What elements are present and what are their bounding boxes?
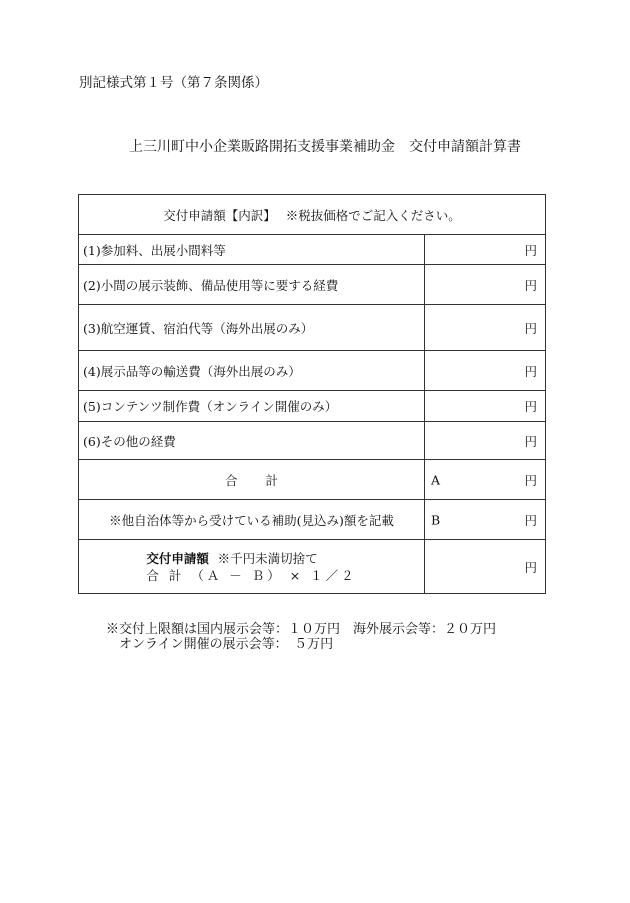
total-prefix: A bbox=[431, 472, 441, 487]
yen-unit: 円 bbox=[524, 277, 537, 293]
yen-unit: 円 bbox=[524, 433, 537, 449]
table-row bbox=[79, 422, 546, 460]
final-note: ※千円未満切捨て bbox=[217, 550, 318, 566]
yen-unit: 円 bbox=[524, 320, 537, 336]
amount-input-cell[interactable] bbox=[425, 305, 546, 351]
item-label-cell: (6)その他の経費 bbox=[79, 422, 425, 460]
yen-unit: 円 bbox=[524, 242, 537, 258]
amount-input-cell[interactable] bbox=[425, 235, 546, 265]
footnote bbox=[106, 622, 496, 652]
yen-unit: 円 bbox=[524, 472, 537, 488]
table-header-row bbox=[79, 195, 546, 235]
yen-unit: 円 bbox=[524, 512, 537, 528]
form-number: 別記様式第１号（第７条関係） bbox=[79, 75, 268, 91]
table-row bbox=[79, 305, 546, 351]
final-formula: 合 計 （Ａ － Ｂ） × １／２ bbox=[146, 567, 357, 583]
item-label-cell: (3)航空運賃、宿泊代等（海外出展のみ） bbox=[79, 305, 425, 351]
amount-input-cell[interactable] bbox=[425, 422, 546, 460]
footnote-line1: ※交付上限額は国内展示会等：１０万円 海外展示会等：２０万円 bbox=[106, 622, 497, 637]
calculation-table bbox=[78, 194, 546, 594]
table-row bbox=[79, 391, 546, 422]
yen-unit: 円 bbox=[524, 399, 537, 414]
other-subsidy-prefix: B bbox=[431, 512, 441, 527]
final-label-cell bbox=[79, 540, 425, 594]
final-label: 交付申請額 bbox=[146, 550, 209, 566]
item-label-cell: (4)展示品等の輸送費（海外出展のみ） bbox=[79, 351, 425, 391]
document-title-sub: 交付申請額計算書 bbox=[409, 139, 521, 155]
table-header-cell bbox=[79, 195, 546, 235]
yen-unit: 円 bbox=[524, 559, 537, 575]
item-label-cell: (2)小間の展示装飾、備品使用等に要する経費 bbox=[79, 265, 425, 305]
table-header-note: ※税抜価格でご記入ください。 bbox=[285, 207, 461, 223]
document-title bbox=[0, 136, 630, 156]
amount-input-cell[interactable] bbox=[425, 351, 546, 391]
final-amount-row bbox=[79, 540, 546, 594]
item-label-cell: (5)コンテンツ制作費（オンライン開催のみ） bbox=[79, 391, 425, 422]
table-row bbox=[79, 265, 546, 305]
table-row bbox=[79, 351, 546, 391]
amount-input-cell[interactable] bbox=[425, 391, 546, 422]
other-subsidy-amount-cell[interactable] bbox=[425, 500, 546, 540]
yen-unit: 円 bbox=[524, 363, 537, 379]
table-header-label: 交付申請額【内訳】 bbox=[163, 207, 276, 223]
other-subsidy-label-cell: ※他自治体等から受けている補助(見込み)額を記載 bbox=[79, 500, 425, 540]
final-amount-cell[interactable] bbox=[425, 540, 546, 594]
item-label-cell: (1)参加料、出展小間料等 bbox=[79, 235, 425, 265]
total-label-cell bbox=[79, 460, 425, 500]
table-row bbox=[79, 235, 546, 265]
document-title-main: 上三川町中小企業販路開拓支援事業補助金 bbox=[129, 139, 395, 155]
total-row bbox=[79, 460, 546, 500]
amount-input-cell[interactable] bbox=[425, 265, 546, 305]
footnote-line2: オンライン開催の展示会等： ５万円 bbox=[119, 637, 334, 652]
other-subsidy-row bbox=[79, 500, 546, 540]
total-label: 合計 bbox=[224, 472, 306, 488]
total-amount-cell[interactable] bbox=[425, 460, 546, 500]
